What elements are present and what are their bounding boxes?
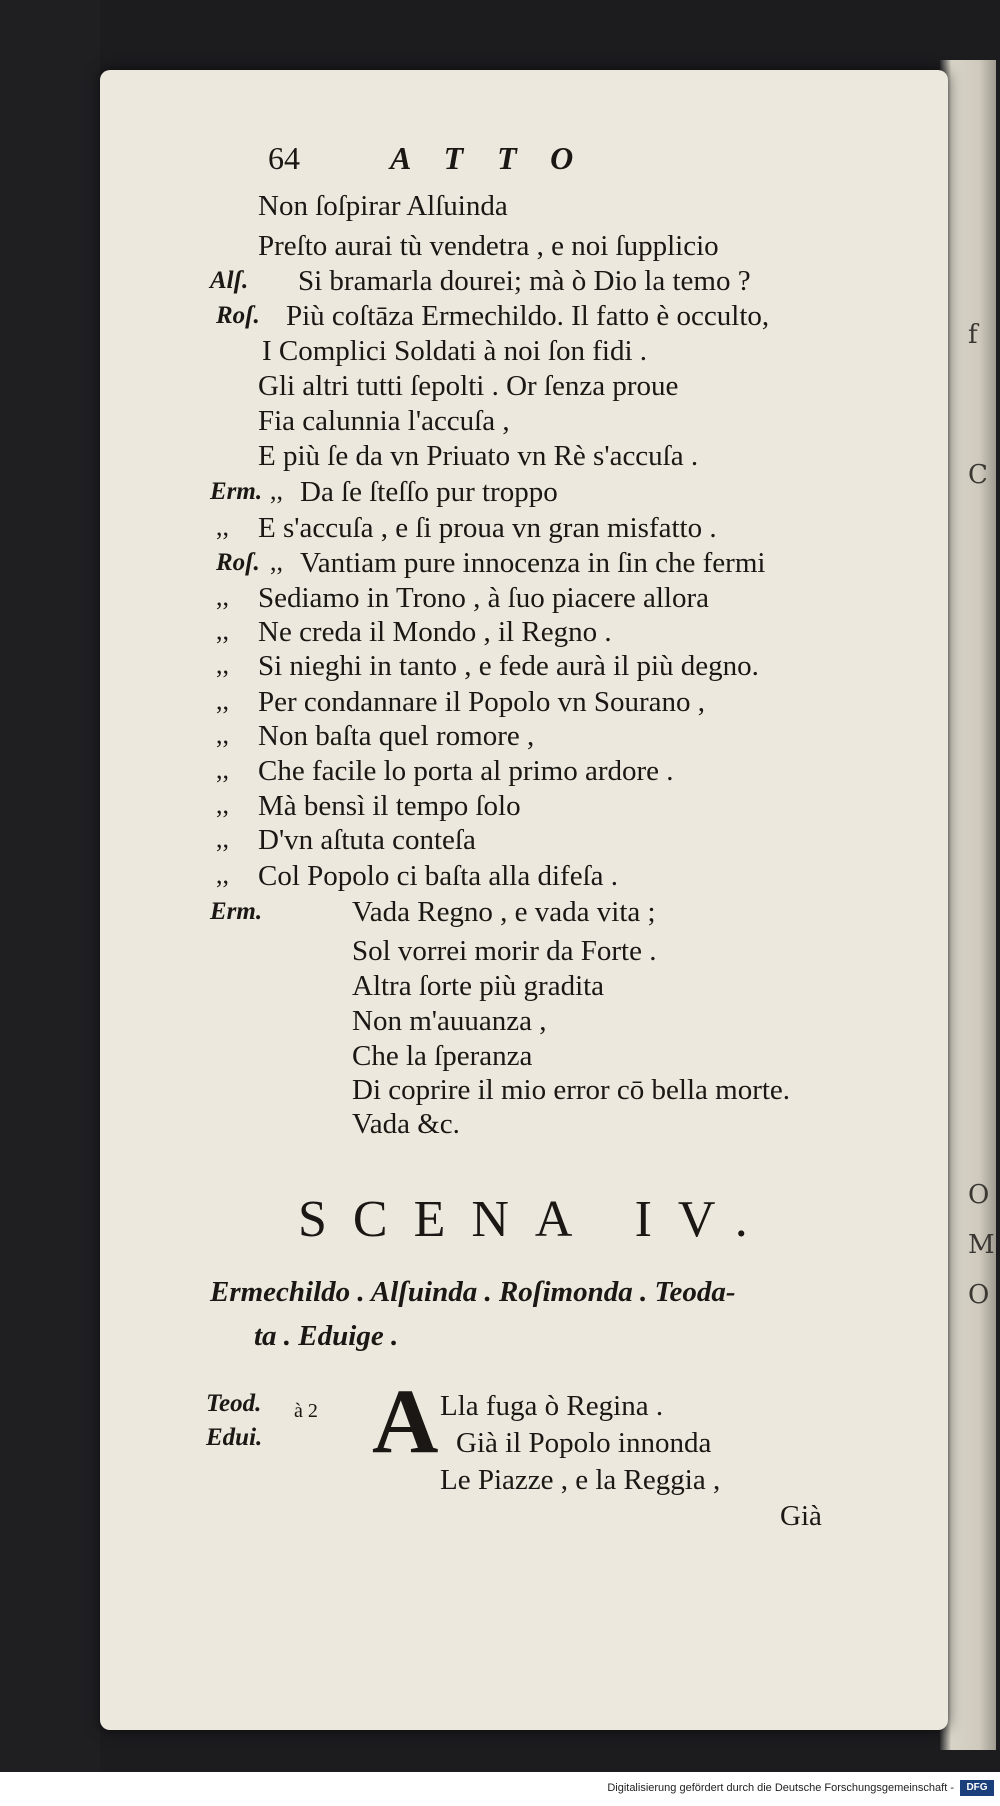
verse-text: D'vn aſtuta conteſa (258, 824, 476, 856)
quotation-mark: ,, (216, 686, 229, 715)
quotation-mark: ,, (270, 476, 283, 505)
speaker-label: Edui. (206, 1424, 263, 1451)
dramatis-personae-line-2: ta . Eduige . (254, 1320, 399, 1352)
verse-text: Si bramarla dourei; mà ò Dio la temo ? (298, 265, 751, 297)
closing-line: Già il Popolo innonda (456, 1427, 712, 1459)
verse-text: Da ſe ſteſſo pur troppo (300, 476, 558, 508)
quotation-mark: ,, (270, 547, 283, 576)
verse-text: Non ſoſpirar Alſuinda (258, 190, 508, 222)
dramatis-personae-line-1: Ermechildo . Alſuinda . Roſimonda . Teoda- (210, 1276, 736, 1308)
verse-text: Non m'auuanza , (352, 1005, 547, 1037)
speaker-label: Teod. (206, 1390, 262, 1417)
closing-line: Le Piazze , e la Reggia , (440, 1464, 721, 1496)
verse-text: Mà bensì il tempo ſolo (258, 790, 521, 822)
verse-text: Gli altri tutti ſepolti . Or ſenza proue (258, 370, 679, 402)
page-number: 64 (268, 140, 300, 176)
verse-text: E s'accuſa , e ſi proua vn gran misfatto . (258, 512, 717, 544)
verse-text: Che facile lo porta al primo ardore . (258, 755, 674, 787)
catchword: Già (780, 1500, 822, 1532)
verse-text: Di coprire il mio error cō bella morte. (352, 1074, 791, 1106)
verse-text: Si nieghi in tanto , e fede aurà il più degno. (258, 650, 759, 682)
quotation-mark: ,, (216, 860, 229, 889)
adjacent-page-edge (940, 60, 996, 1750)
verse-text: Altra ſorte più gradita (352, 970, 605, 1002)
verse-text: Preſto aurai tù vendetra , e noi ſupplicio (258, 230, 719, 262)
background-left (0, 0, 100, 1806)
speaker-label: Roſ. (216, 302, 260, 329)
quotation-mark: ,, (216, 790, 229, 819)
quotation-mark: ,, (216, 824, 229, 853)
funding-notice: Digitalisierung gefördert durch die Deutsche Forschungsgemeinschaft - (607, 1782, 954, 1794)
verse-text: E più ſe da vn Priuato vn Rè s'accuſa . (258, 440, 699, 472)
closing-line: Lla fuga ò Regina . (440, 1390, 664, 1422)
dfg-logo: DFG (960, 1780, 994, 1796)
verse-text: I Complici Soldati à noi ſon fidi . (262, 335, 648, 367)
quotation-mark: ,, (216, 616, 229, 645)
running-head: ATTO (390, 140, 608, 176)
verse-text: Vada &c. (352, 1108, 460, 1140)
verse-text: Che la ſperanza (352, 1040, 533, 1072)
verse-text: Sol vorrei morir da Forte . (352, 935, 657, 967)
quotation-mark: ,, (216, 650, 229, 679)
adjacent-page-glyph: O (968, 1280, 990, 1310)
quotation-mark: ,, (216, 512, 229, 541)
verse-text: Fia calunnia l'accuſa , (258, 405, 510, 437)
verse-text: Non baſta quel romore , (258, 720, 535, 752)
verse-text: Col Popolo ci baſta alla difeſa . (258, 860, 618, 892)
quotation-mark: ,, (216, 582, 229, 611)
speaker-label: Alſ. (210, 267, 249, 294)
verse-text: Vantiam pure innocenza in ſin che fermi (300, 547, 766, 579)
adjacent-page-glyph: C (968, 460, 988, 490)
verse-text: Per condannare il Popolo vn Sourano , (258, 686, 706, 718)
speaker-label: Roſ. (216, 549, 260, 576)
adjacent-page-glyph: O (968, 1180, 990, 1210)
verse-text: Sediamo in Trono , à ſuo piacere allora (258, 582, 710, 614)
speaker-label: Erm. (210, 898, 263, 925)
verse-text: Vada Regno , e vada vita ; (352, 896, 656, 928)
verse-text: Più coſtāza Ermechildo. Il fatto è occulto, (286, 300, 770, 332)
a-due-marker: à 2 (294, 1400, 318, 1422)
drop-cap: A (372, 1370, 439, 1472)
speaker-label: Erm. (210, 478, 263, 505)
quotation-mark: ,, (216, 755, 229, 784)
adjacent-page-glyph: f (968, 320, 978, 350)
scene-heading: SCENA IV. (298, 1191, 774, 1248)
quotation-mark: ,, (216, 720, 229, 749)
verse-text: Ne creda il Mondo , il Regno . (258, 616, 612, 648)
adjacent-page-glyph: M (968, 1230, 995, 1260)
